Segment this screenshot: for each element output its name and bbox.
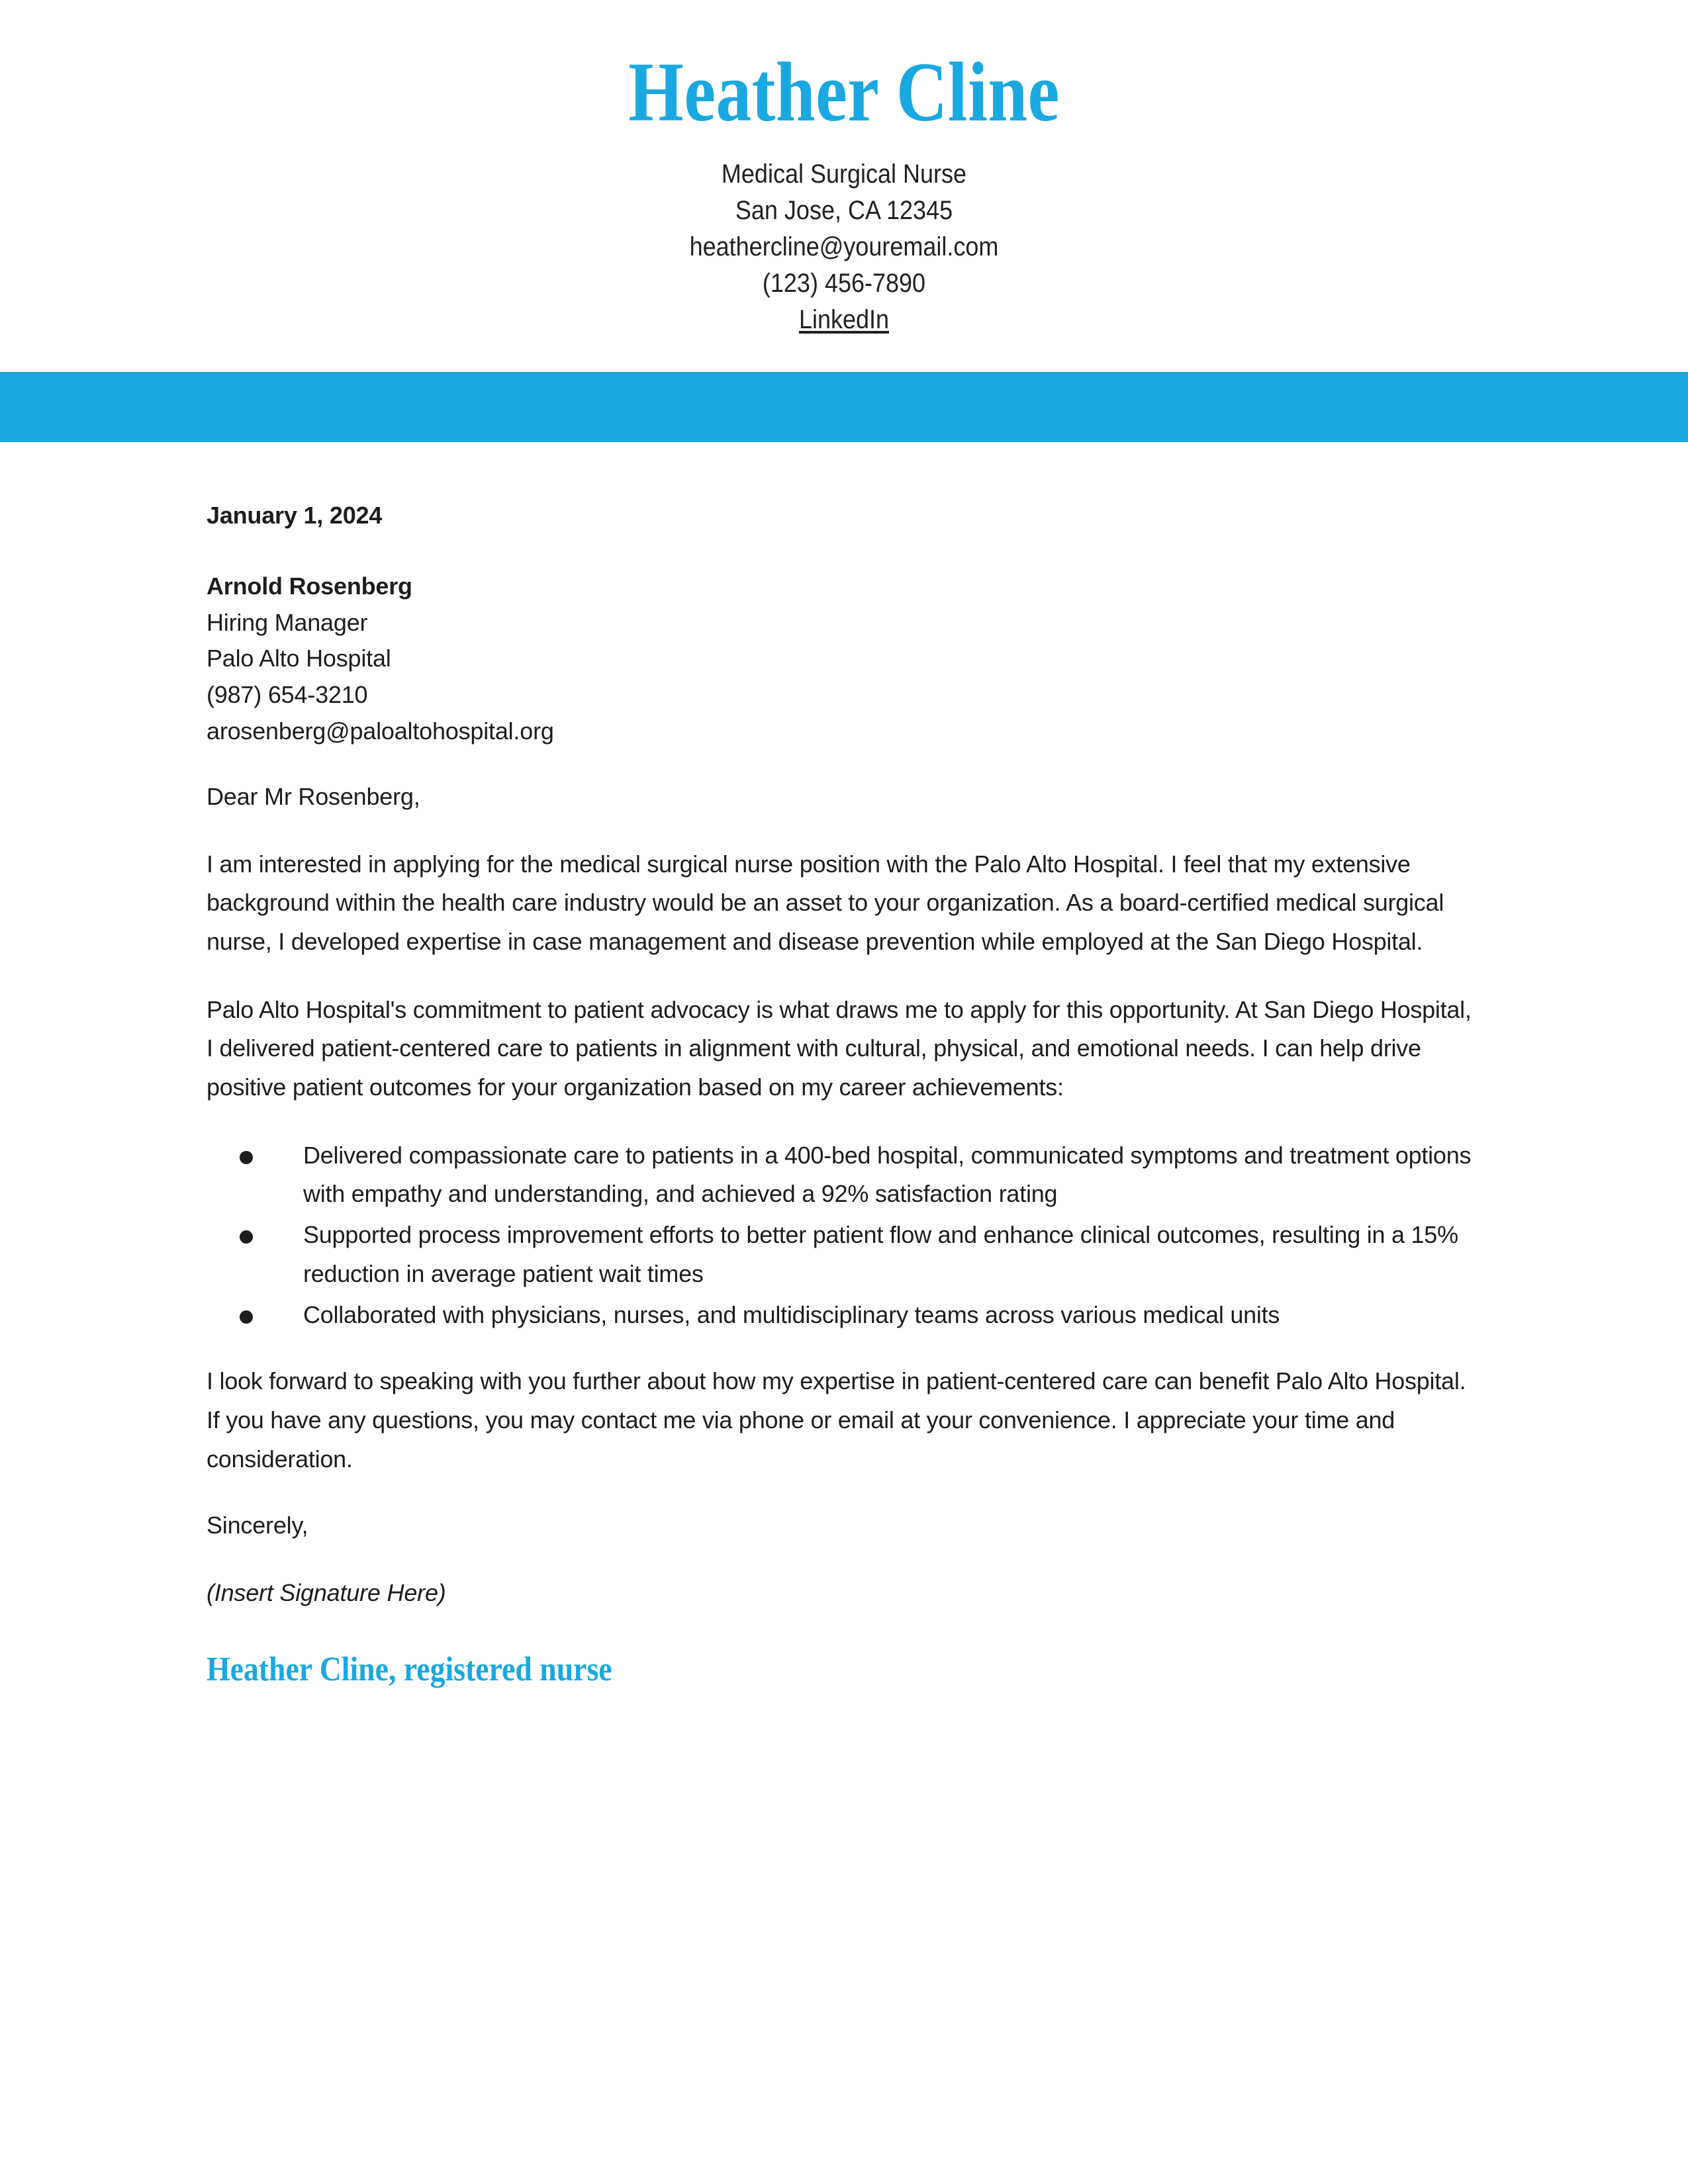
list-item-text: Collaborated with physicians, nurses, and multidisciplinary teams across various medical units: [303, 1300, 1280, 1328]
contact-phone: (123) 456-7890: [762, 269, 926, 298]
linkedin-link[interactable]: LinkedIn: [798, 305, 890, 335]
signature-name: Heather Cline, registered nurse: [207, 1651, 612, 1689]
recipient-email[interactable]: arosenberg@paloaltohospital.org: [207, 717, 554, 745]
recipient-company: Palo Alto Hospital: [207, 645, 391, 672]
recipient-title: Hiring Manager: [207, 608, 368, 636]
job-title: Medical Surgical Nurse: [721, 159, 967, 189]
achievements-list: [207, 1136, 1481, 1335]
closing-paragraph: I look forward to speaking with you further about how my expertise in patient-centered care can benefit Palo Alto Hospital. If you have any questions, you may contact me via phone or email at your convenience. I appreciate your time and consideration.: [207, 1367, 1466, 1473]
letter-body: [207, 500, 1481, 1691]
list-item: [207, 1136, 1481, 1214]
salutation: Dear Mr Rosenberg,: [207, 782, 420, 810]
list-item-text: Delivered compassionate care to patients in a 400-bed hospital, communicated symptoms and treatment options with empathy and understanding, and achieved a 92% satisfaction rating: [303, 1141, 1472, 1207]
list-item: [207, 1216, 1481, 1293]
body-paragraph-1: I am interested in applying for the medical surgical nurse position with the Palo Alto Hospital. I feel that my extensive background within the health care industry would be an asset to your organization. As a board-certified medical surgical nurse, I developed expertise in case management and disease prevention while employed at the San Diego Hospital.: [207, 850, 1444, 955]
letter-date: January 1, 2024: [207, 502, 383, 529]
bullet-dot-icon: [240, 1151, 253, 1164]
contact-location: San Jose, CA 12345: [735, 195, 953, 225]
contact-block: [0, 156, 1688, 339]
bullet-dot-icon: [240, 1310, 253, 1324]
sign-off: Sincerely,: [207, 1512, 308, 1539]
body-paragraph-2: Palo Alto Hospital's commitment to patient advocacy is what draws me to apply for this opportunity. At San Diego Hospital, I delivered patient-centered care to patients in alignment with cultural, physical, and emotional needs. I can help drive positive patient outcomes for your organization based on my career achievements:: [207, 995, 1472, 1101]
bullet-dot-icon: [240, 1230, 253, 1244]
letter-header: [0, 0, 1688, 339]
page-title: Heather Cline: [628, 45, 1060, 139]
recipient-block: [207, 569, 1481, 750]
recipient-phone: (987) 654-3210: [207, 681, 368, 709]
accent-band: [0, 372, 1688, 442]
signature-placeholder: (Insert Signature Here): [207, 1579, 446, 1607]
list-item: [207, 1296, 1481, 1334]
recipient-name: Arnold Rosenberg: [207, 572, 412, 600]
list-item-text: Supported process improvement efforts to better patient flow and enhance clinical outcomes, resulting in a 15% reduction in average patient wait times: [303, 1221, 1458, 1287]
contact-email[interactable]: heathercline@youremail.com: [689, 232, 999, 262]
